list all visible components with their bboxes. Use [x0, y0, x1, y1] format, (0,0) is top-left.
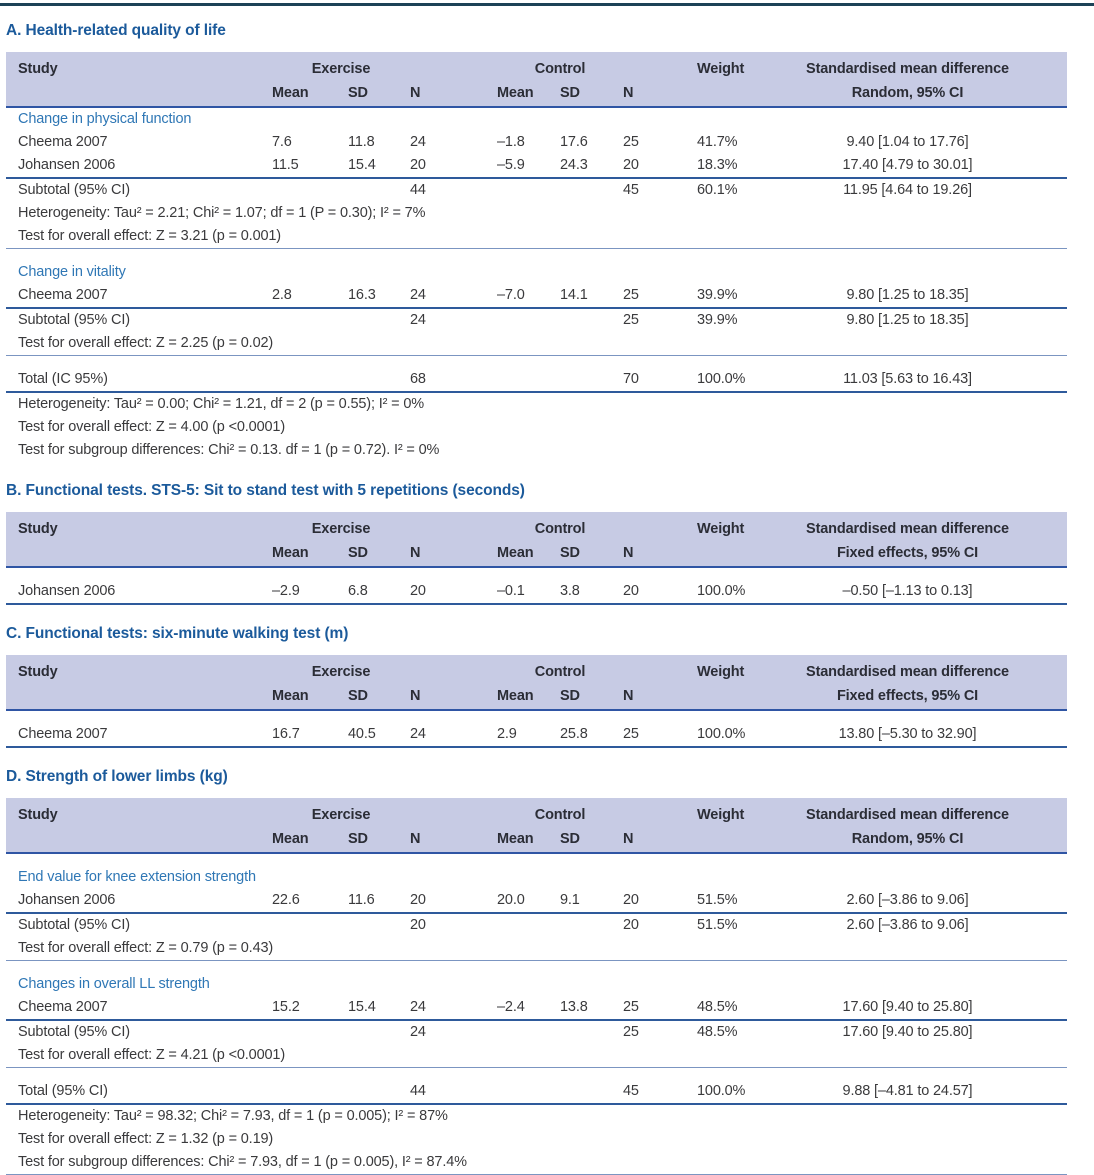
exercise-n-cell: 20 — [410, 157, 426, 173]
weight-cell: 41.7% — [697, 134, 738, 150]
study-cell: Subtotal (95% CI) — [18, 182, 130, 198]
header-exercise: Exercise — [311, 806, 371, 823]
header-smd: Standardised mean difference — [806, 60, 1009, 77]
header-weight: Weight — [697, 520, 745, 537]
header-exercise-n: N — [410, 84, 421, 101]
header-smd: Standardised mean difference — [806, 806, 1009, 823]
header-control-sd: SD — [560, 830, 580, 847]
statistics-note: Heterogeneity: Tau² = 0.00; Chi² = 1.21, df = 2 (p = 0.55); I² = 0% — [18, 396, 424, 412]
header-exercise-n: N — [410, 544, 421, 561]
exercise-sd-cell — [348, 179, 410, 202]
header-control: Control — [534, 60, 586, 77]
header-smd: Standardised mean difference — [806, 520, 1009, 537]
weight-cell: 51.5% — [697, 892, 738, 908]
control-sd-cell: 9.1 — [560, 892, 580, 908]
group-label: End value for knee extension strength — [18, 869, 256, 885]
table-row — [6, 996, 1067, 1019]
table — [6, 52, 1067, 462]
control-n-cell: 20 — [623, 583, 639, 599]
exercise-mean-cell: 16.7 — [272, 726, 300, 742]
smd-cell: 17.60 [9.40 to 25.80] — [842, 1024, 973, 1040]
header-study: Study — [18, 60, 58, 77]
exercise-sd-cell: 11.6 — [348, 892, 375, 908]
weight-cell: 18.3% — [697, 157, 738, 173]
header-control: Control — [534, 806, 586, 823]
study-cell: Cheema 2007 — [18, 726, 108, 742]
header-effect-model: Random, 95% CI — [851, 84, 964, 101]
exercise-n-cell: 24 — [410, 1024, 426, 1040]
exercise-sd-cell: 15.4 — [348, 999, 376, 1015]
header-study: Study — [18, 520, 58, 537]
control-mean-cell — [497, 914, 560, 937]
study-cell: Cheema 2007 — [18, 134, 108, 150]
spacer — [6, 1068, 1067, 1080]
section-title: A. Health-related quality of life — [6, 22, 226, 39]
statistics-note: Heterogeneity: Tau² = 98.32; Chi² = 7.93, df = 1 (p = 0.005); I² = 87% — [18, 1108, 448, 1124]
smd-cell: 9.80 [1.25 to 18.35] — [846, 287, 969, 303]
study-cell: Subtotal (95% CI) — [18, 1024, 130, 1040]
control-n-cell: 25 — [623, 287, 639, 303]
control-sd-cell: 14.1 — [560, 287, 588, 303]
header-effect-model: Fixed effects, 95% CI — [836, 544, 979, 561]
table — [6, 512, 1067, 605]
study-cell: Cheema 2007 — [18, 287, 108, 303]
header-control-sd: SD — [560, 544, 580, 561]
horizontal-rule — [6, 603, 1067, 605]
section-D — [0, 768, 1094, 1175]
weight-cell: 48.5% — [697, 1024, 738, 1040]
control-sd-cell — [560, 368, 623, 391]
control-sd-cell: 25.8 — [560, 726, 588, 742]
statistics-note: Test for subgroup differences: Chi² = 7.93, df = 1 (p = 0.005), I² = 87.4% — [18, 1154, 467, 1170]
control-mean-cell: 20.0 — [497, 892, 525, 908]
control-n-cell: 20 — [623, 917, 639, 933]
header-weight: Weight — [697, 806, 745, 823]
header-control: Control — [534, 520, 586, 537]
section-A — [0, 22, 1094, 462]
table — [6, 655, 1067, 748]
header-exercise: Exercise — [311, 663, 371, 680]
section-title: B. Functional tests. STS-5: Sit to stand test with 5 repetitions (seconds) — [6, 482, 525, 499]
horizontal-rule — [6, 746, 1067, 748]
exercise-sd-cell: 15.4 — [348, 157, 376, 173]
statistics-note: Test for overall effect: Z = 2.25 (p = 0.02) — [18, 335, 274, 351]
exercise-sd-cell — [348, 368, 410, 391]
control-n-cell: 20 — [623, 157, 639, 173]
control-n-cell: 45 — [623, 182, 639, 198]
header-control-mean: Mean — [497, 830, 534, 847]
smd-cell: 17.40 [4.79 to 30.01] — [842, 157, 973, 173]
table-row — [6, 889, 1067, 912]
header-exercise-mean: Mean — [272, 84, 309, 101]
header-study: Study — [18, 806, 58, 823]
cropped-caption-glyph — [1020, 0, 1028, 1]
header-exercise-sd: SD — [348, 84, 368, 101]
control-sd-cell: 3.8 — [560, 583, 580, 599]
spacer — [6, 568, 1067, 580]
header-control-n: N — [623, 84, 634, 101]
statistics-note: Test for overall effect: Z = 1.32 (p = 0.19) — [18, 1131, 274, 1147]
table-row — [6, 580, 1067, 603]
smd-cell: 2.60 [–3.86 to 9.06] — [846, 892, 969, 908]
control-n-cell: 45 — [623, 1083, 639, 1099]
statistics-note: Heterogeneity: Tau² = 2.21; Chi² = 1.07; df = 1 (P = 0.30); I² = 7% — [18, 205, 426, 221]
group-label: Change in vitality — [18, 264, 126, 280]
smd-cell: 11.95 [4.64 to 19.26] — [843, 182, 972, 198]
study-cell: Subtotal (95% CI) — [18, 917, 130, 933]
weight-cell: 60.1% — [697, 182, 738, 198]
control-n-cell: 25 — [623, 1024, 639, 1040]
header-control-sd: SD — [560, 687, 580, 704]
exercise-mean-cell: 15.2 — [272, 999, 300, 1015]
control-mean-cell: –0.1 — [497, 583, 525, 599]
weight-cell: 100.0% — [697, 583, 746, 599]
control-mean-cell — [497, 368, 560, 391]
control-mean-cell: –7.0 — [497, 287, 525, 303]
cropped-caption-glyph — [402, 0, 409, 1]
table-row — [6, 723, 1067, 746]
exercise-n-cell: 68 — [410, 371, 426, 387]
header-exercise: Exercise — [311, 520, 371, 537]
control-mean-cell — [497, 179, 560, 202]
header-control-mean: Mean — [497, 687, 534, 704]
smd-cell: 2.60 [–3.86 to 9.06] — [846, 917, 969, 933]
table-row — [6, 284, 1067, 307]
exercise-mean-cell — [272, 309, 348, 332]
weight-cell: 100.0% — [697, 726, 746, 742]
section-title: C. Functional tests: six-minute walking test (m) — [6, 625, 349, 642]
control-mean-cell — [497, 1021, 560, 1044]
exercise-mean-cell: –2.9 — [272, 583, 300, 599]
top-horizontal-rule — [0, 3, 1094, 6]
control-n-cell: 25 — [623, 312, 639, 328]
exercise-sd-cell — [348, 309, 410, 332]
control-n-cell: 25 — [623, 726, 639, 742]
control-n-cell: 25 — [623, 134, 639, 150]
table-row — [6, 309, 1067, 332]
study-cell: Total (IC 95%) — [18, 371, 108, 387]
table-row — [6, 179, 1067, 202]
header-control-mean: Mean — [497, 544, 534, 561]
section-B — [0, 482, 1094, 605]
study-cell: Cheema 2007 — [18, 999, 108, 1015]
weight-cell: 39.9% — [697, 287, 738, 303]
cropped-caption-line — [0, 0, 1094, 3]
header-control-sd: SD — [560, 84, 580, 101]
table — [6, 798, 1067, 1175]
exercise-mean-cell: 2.8 — [272, 287, 292, 303]
control-mean-cell: –1.8 — [497, 134, 525, 150]
study-cell: Subtotal (95% CI) — [18, 312, 130, 328]
control-n-cell: 20 — [623, 892, 639, 908]
document-body — [0, 22, 1094, 1175]
exercise-mean-cell: 11.5 — [272, 157, 299, 173]
exercise-mean-cell — [272, 1080, 348, 1103]
control-n-cell: 25 — [623, 999, 639, 1015]
header-weight: Weight — [697, 60, 745, 77]
table-header-band — [6, 798, 1067, 854]
study-cell: Total (95% CI) — [18, 1083, 108, 1099]
group-label: Changes in overall LL strength — [18, 976, 210, 992]
exercise-n-cell: 20 — [410, 892, 426, 908]
control-sd-cell: 24.3 — [560, 157, 588, 173]
smd-cell: 11.03 [5.63 to 16.43] — [843, 371, 972, 387]
control-sd-cell: 17.6 — [560, 134, 588, 150]
header-exercise-mean: Mean — [272, 687, 309, 704]
exercise-sd-cell — [348, 1021, 410, 1044]
exercise-sd-cell: 16.3 — [348, 287, 376, 303]
table-row — [6, 131, 1067, 154]
header-control-mean: Mean — [497, 84, 534, 101]
header-exercise-sd: SD — [348, 687, 368, 704]
control-mean-cell: 2.9 — [497, 726, 517, 742]
weight-cell: 100.0% — [697, 1083, 746, 1099]
exercise-n-cell: 44 — [410, 182, 426, 198]
cropped-caption-glyph — [768, 0, 776, 1]
header-control-n: N — [623, 687, 634, 704]
exercise-mean-cell: 7.6 — [272, 134, 292, 150]
control-sd-cell — [560, 179, 623, 202]
header-smd: Standardised mean difference — [806, 663, 1009, 680]
control-sd-cell — [560, 914, 623, 937]
spacer — [6, 961, 1067, 973]
exercise-sd-cell: 6.8 — [348, 583, 368, 599]
study-cell: Johansen 2006 — [18, 892, 116, 908]
header-exercise-mean: Mean — [272, 544, 309, 561]
table-row — [6, 1021, 1067, 1044]
section-title: D. Strength of lower limbs (kg) — [6, 768, 228, 785]
statistics-note: Test for overall effect: Z = 3.21 (p = 0.001) — [18, 228, 281, 244]
weight-cell: 51.5% — [697, 917, 738, 933]
exercise-mean-cell: 22.6 — [272, 892, 300, 908]
cropped-caption-glyph — [552, 0, 560, 1]
cropped-caption-glyph — [715, 0, 723, 1]
smd-cell: 17.60 [9.40 to 25.80] — [842, 999, 973, 1015]
header-study: Study — [18, 663, 58, 680]
cropped-caption-glyph — [930, 0, 938, 1]
control-sd-cell — [560, 309, 623, 332]
spacer — [6, 854, 1067, 866]
header-effect-model: Fixed effects, 95% CI — [836, 687, 979, 704]
statistics-note: Test for overall effect: Z = 4.21 (p <0.0001) — [18, 1047, 286, 1063]
control-mean-cell: –2.4 — [497, 999, 525, 1015]
header-exercise-sd: SD — [348, 544, 368, 561]
cropped-caption-glyph — [687, 0, 695, 1]
exercise-n-cell: 24 — [410, 134, 426, 150]
spacer — [6, 249, 1067, 261]
table-row — [6, 1080, 1067, 1103]
exercise-mean-cell — [272, 1021, 348, 1044]
cropped-caption-glyph — [838, 0, 846, 1]
smd-cell: 9.80 [1.25 to 18.35] — [846, 312, 969, 328]
study-cell: Johansen 2006 — [18, 157, 116, 173]
exercise-sd-cell: 11.8 — [348, 134, 375, 150]
statistics-note: Test for subgroup differences: Chi² = 0.13. df = 1 (p = 0.72). I² = 0% — [18, 442, 440, 458]
smd-cell: 9.88 [–4.81 to 24.57] — [842, 1083, 973, 1099]
weight-cell: 39.9% — [697, 312, 738, 328]
header-control-n: N — [623, 830, 634, 847]
header-exercise: Exercise — [311, 60, 371, 77]
exercise-n-cell: 24 — [410, 999, 426, 1015]
header-control-n: N — [623, 544, 634, 561]
smd-cell: –0.50 [–1.13 to 0.13] — [842, 583, 973, 599]
statistics-note: Test for overall effect: Z = 4.00 (p <0.0001) — [18, 419, 286, 435]
header-exercise-mean: Mean — [272, 830, 309, 847]
weight-cell: 100.0% — [697, 371, 746, 387]
exercise-mean-cell — [272, 368, 348, 391]
exercise-n-cell: 24 — [410, 726, 426, 742]
exercise-n-cell: 44 — [410, 1083, 426, 1099]
exercise-n-cell: 20 — [410, 583, 426, 599]
group-label: Change in physical function — [18, 111, 192, 127]
weight-cell: 48.5% — [697, 999, 738, 1015]
exercise-sd-cell — [348, 1080, 410, 1103]
control-mean-cell — [497, 1080, 560, 1103]
header-effect-model: Random, 95% CI — [851, 830, 964, 847]
control-sd-cell — [560, 1080, 623, 1103]
table-header-band — [6, 52, 1067, 108]
exercise-mean-cell — [272, 179, 348, 202]
table-row — [6, 368, 1067, 391]
table-header-band — [6, 655, 1067, 711]
study-cell: Johansen 2006 — [18, 583, 116, 599]
spacer — [6, 711, 1067, 723]
header-control: Control — [534, 663, 586, 680]
exercise-mean-cell — [272, 914, 348, 937]
control-mean-cell — [497, 309, 560, 332]
smd-cell: 13.80 [–5.30 to 32.90] — [838, 726, 977, 742]
header-exercise-n: N — [410, 830, 421, 847]
exercise-n-cell: 20 — [410, 917, 426, 933]
header-exercise-sd: SD — [348, 830, 368, 847]
control-mean-cell: –5.9 — [497, 157, 525, 173]
smd-cell: 9.40 [1.04 to 17.76] — [846, 134, 969, 150]
control-n-cell: 70 — [623, 371, 639, 387]
section-C — [0, 625, 1094, 748]
exercise-sd-cell — [348, 914, 410, 937]
header-weight: Weight — [697, 663, 745, 680]
exercise-sd-cell: 40.5 — [348, 726, 376, 742]
table-row — [6, 154, 1067, 177]
header-exercise-n: N — [410, 687, 421, 704]
control-sd-cell — [560, 1021, 623, 1044]
exercise-n-cell: 24 — [410, 287, 426, 303]
table-header-band — [6, 512, 1067, 568]
spacer — [6, 356, 1067, 368]
control-sd-cell: 13.8 — [560, 999, 588, 1015]
table-row — [6, 914, 1067, 937]
statistics-note: Test for overall effect: Z = 0.79 (p = 0.43) — [18, 940, 274, 956]
exercise-n-cell: 24 — [410, 312, 426, 328]
